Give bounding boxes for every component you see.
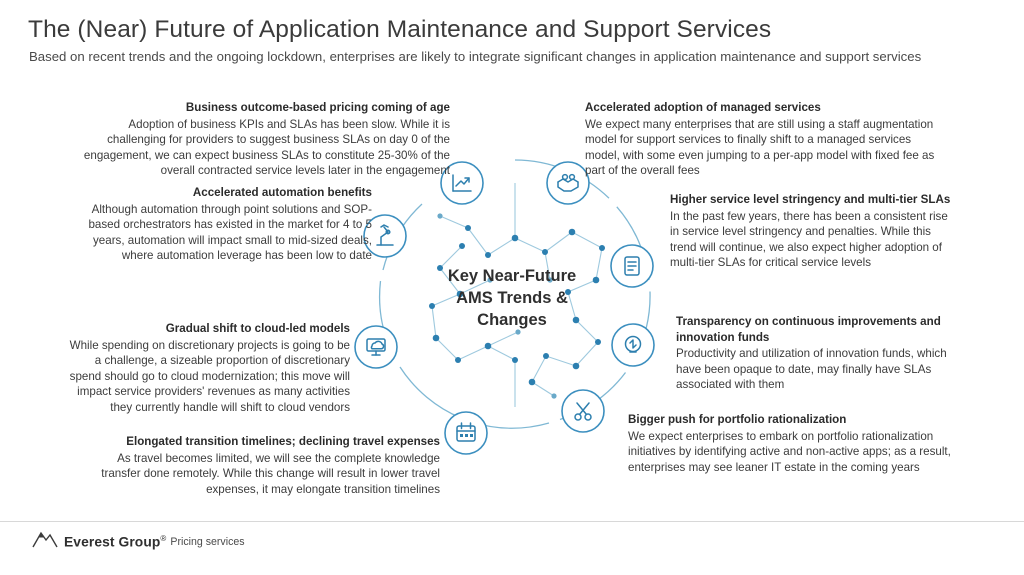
footer-registered-mark: ®: [160, 533, 167, 543]
footer-divider: [0, 521, 1024, 522]
icon-checklist[interactable]: [611, 245, 653, 287]
footer: [32, 529, 245, 549]
icon-handshake-gear[interactable]: [547, 162, 589, 204]
trend-cloud-led-models: [68, 321, 350, 415]
icon-lightbulb-gear[interactable]: [612, 324, 654, 366]
trend-heading: Accelerated automation benefits: [192, 186, 372, 199]
trend-body: We expect enterprises to embark on portfolio rationalization initiatives by identifying active and non-active apps; as a result, enterprises may see leaner IT estate in the coming years: [628, 429, 951, 474]
trend-heading: Accelerated adoption of managed services: [585, 101, 821, 114]
trend-body: As travel becomes limited, we will see the complete knowledge transfer done remotely. While this change will result in lower travel expenses, it may elongate transition timelines: [101, 451, 440, 496]
trend-heading: Gradual shift to cloud-led models: [165, 322, 350, 335]
trend-body: Although automation through point solutions and SOP-based orchestrators has existed in the market for 4 to 5 years, automation will impact small to mid-sized deals, where automation leverage has been low to date: [88, 202, 372, 263]
trend-body: Productivity and utilization of innovation funds, which have been opaque to date, may finally have SLAs associated with them: [676, 347, 947, 392]
trend-body: Adoption of business KPIs and SLAs has been slow. While it is challenging for providers to suggest business SLAs on day 0 of the engagement, we can expect business SLAs to constitute 25-30% of the overall contracted service levels later in the engagement: [83, 117, 450, 178]
footer-brand-text: Everest Group: [64, 534, 161, 550]
page-subtitle: Based on recent trends and the ongoing lockdown, enterprises are likely to integrate significant changes in application maintenance and support services: [29, 49, 922, 64]
icon-cloud-screen[interactable]: [355, 326, 397, 368]
hub-line-1: Key Near-Future: [447, 267, 577, 286]
diagram-center-label: [429, 258, 595, 340]
trend-business-outcome-pricing: [76, 100, 450, 179]
hub-line-2: AMS Trends &: [456, 289, 568, 308]
trend-heading: Transparency on continuous improvements and innovation funds: [676, 315, 941, 344]
hub-line-3: Changes: [477, 310, 547, 329]
trend-managed-services-adoption: [585, 100, 945, 179]
trend-accelerated-automation: [72, 185, 372, 264]
trend-transition-timelines: [92, 434, 440, 497]
trend-transparency-innovation-funds: [676, 314, 960, 393]
icon-scissors[interactable]: [562, 390, 604, 432]
trend-heading: Elongated transition timelines; declining travel expenses: [126, 435, 440, 448]
everest-group-logo-icon: [32, 529, 58, 549]
footer-brand: [64, 535, 166, 549]
trend-heading: Bigger push for portfolio rationalization: [628, 413, 847, 426]
trend-portfolio-rationalization: [628, 412, 958, 475]
trend-heading: Higher service level stringency and multi-tier SLAs: [670, 193, 951, 206]
icon-calendar[interactable]: [445, 412, 487, 454]
trend-body: While spending on discretionary projects is going to be a challenge, a sizeable proportion of discretionary spend should go to cloud modernization; this move will impact service providers' revenues as many activities they currently handle will shift to cloud vendors: [69, 338, 350, 414]
page-title: The (Near) Future of Application Maintenance and Support Services: [28, 16, 772, 43]
trend-body: In the past few years, there has been a consistent rise in service level stringency and penalties. While this trend will continue, we also expect higher adoption of multi-tier SLAs for critical service levels: [670, 209, 948, 270]
trend-heading: Business outcome-based pricing coming of age: [185, 101, 450, 114]
footer-tagline: Pricing services: [170, 536, 245, 549]
trend-service-level-stringency: [670, 192, 959, 271]
trend-body: We expect many enterprises that are still using a staff augmentation model for support services to finally shift to a managed services model, with some even jumping to a per-app model with fixed fee as part of the overall fees: [585, 117, 935, 178]
